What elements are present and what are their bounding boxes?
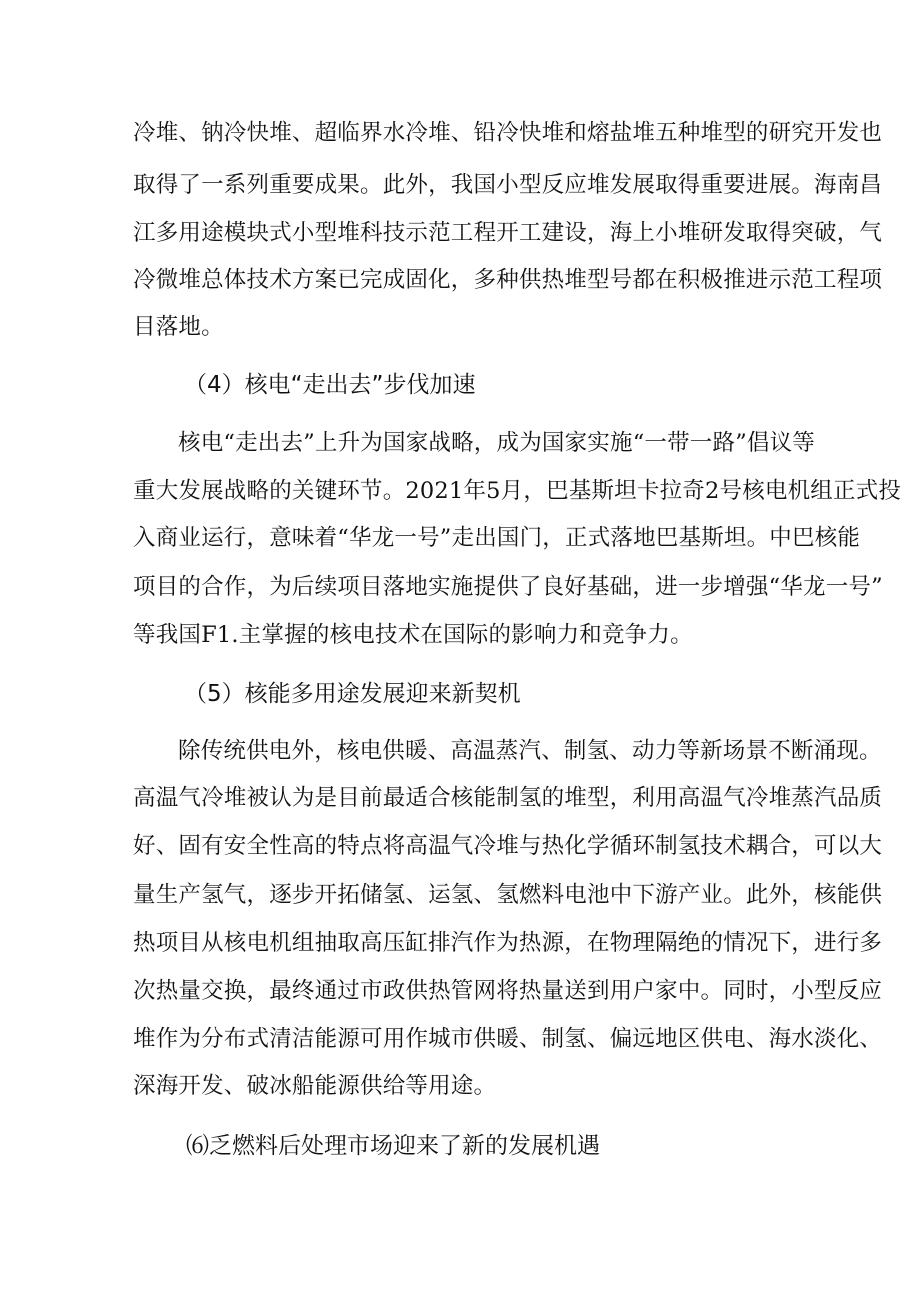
paragraph-line: 等我国F1.主掌握的核电技术在国际的影响力和竞争力。 [133, 622, 693, 648]
paragraph-line: 项目的合作，为后续项目落地实施提供了良好基础，进一步增强“华龙一号” [133, 574, 883, 600]
section-heading-4: （4）核电“走出去”步伐加速 [184, 372, 476, 398]
paragraph-line: 目落地。 [133, 314, 224, 340]
paragraph-line: 好、固有安全性高的特点将高温气冷堆与热化学循环制氢技术耦合，可以大 [133, 833, 883, 859]
section-heading-6: ⑹乏燃料后处理市场迎来了新的发展机遇 [186, 1133, 600, 1159]
paragraph-line: 江多用途模块式小型堆科技示范工程开工建设，海上小堆研发取得突破，气 [133, 220, 883, 246]
paragraph-line: 除传统供电外，核电供暖、高温蒸汽、制氢、动力等新场景不断涌现。 [178, 738, 882, 764]
paragraph-line: 量生产氢气，逐步开拓储氢、运氢、氢燃料电池中下游产业。此外，核能供 [133, 882, 883, 908]
paragraph-line: 深海开发、破冰船能源供给等用途。 [133, 1073, 497, 1099]
paragraph-line: 高温气冷堆被认为是目前最适合核能制氢的堆型，利用高温气冷堆蒸汽品质 [133, 785, 883, 811]
paragraph-line: 核电“走出去”上升为国家战略，成为国家实施“一带一路”倡议等 [178, 430, 816, 456]
paragraph-line: 冷堆、钠冷快堆、超临界水冷堆、铅冷快堆和熔盐堆五种堆型的研究开发也 [133, 120, 883, 146]
paragraph-line: 入商业运行，意味着“华龙一号”走出国门，正式落地巴基斯坦。中巴核能 [133, 525, 861, 551]
paragraph-line: 热项目从核电机组抽取高压缸排汽作为热源，在物理隔绝的情况下，进行多 [133, 930, 883, 956]
paragraph-line: 堆作为分布式清洁能源可用作城市供暖、制氢、偏远地区供电、海水淡化、 [133, 1026, 883, 1052]
paragraph-line: 冷微堆总体技术方案已完成固化，多种供热堆型号都在积极推进示范工程项 [133, 267, 883, 293]
paragraph-line: 取得了一系列重要成果。此外，我国小型反应堆发展取得重要进展。海南昌 [133, 172, 883, 198]
paragraph-line: 重大发展战略的关键环节。2021年5月，巴基斯坦卡拉奇2号核电机组正式投 [133, 478, 902, 504]
section-heading-5: （5）核能多用途发展迎来新契机 [184, 681, 521, 707]
paragraph-line: 次热量交换，最终通过市政供热管网将热量送到用户家中。同时，小型反应 [133, 978, 883, 1004]
